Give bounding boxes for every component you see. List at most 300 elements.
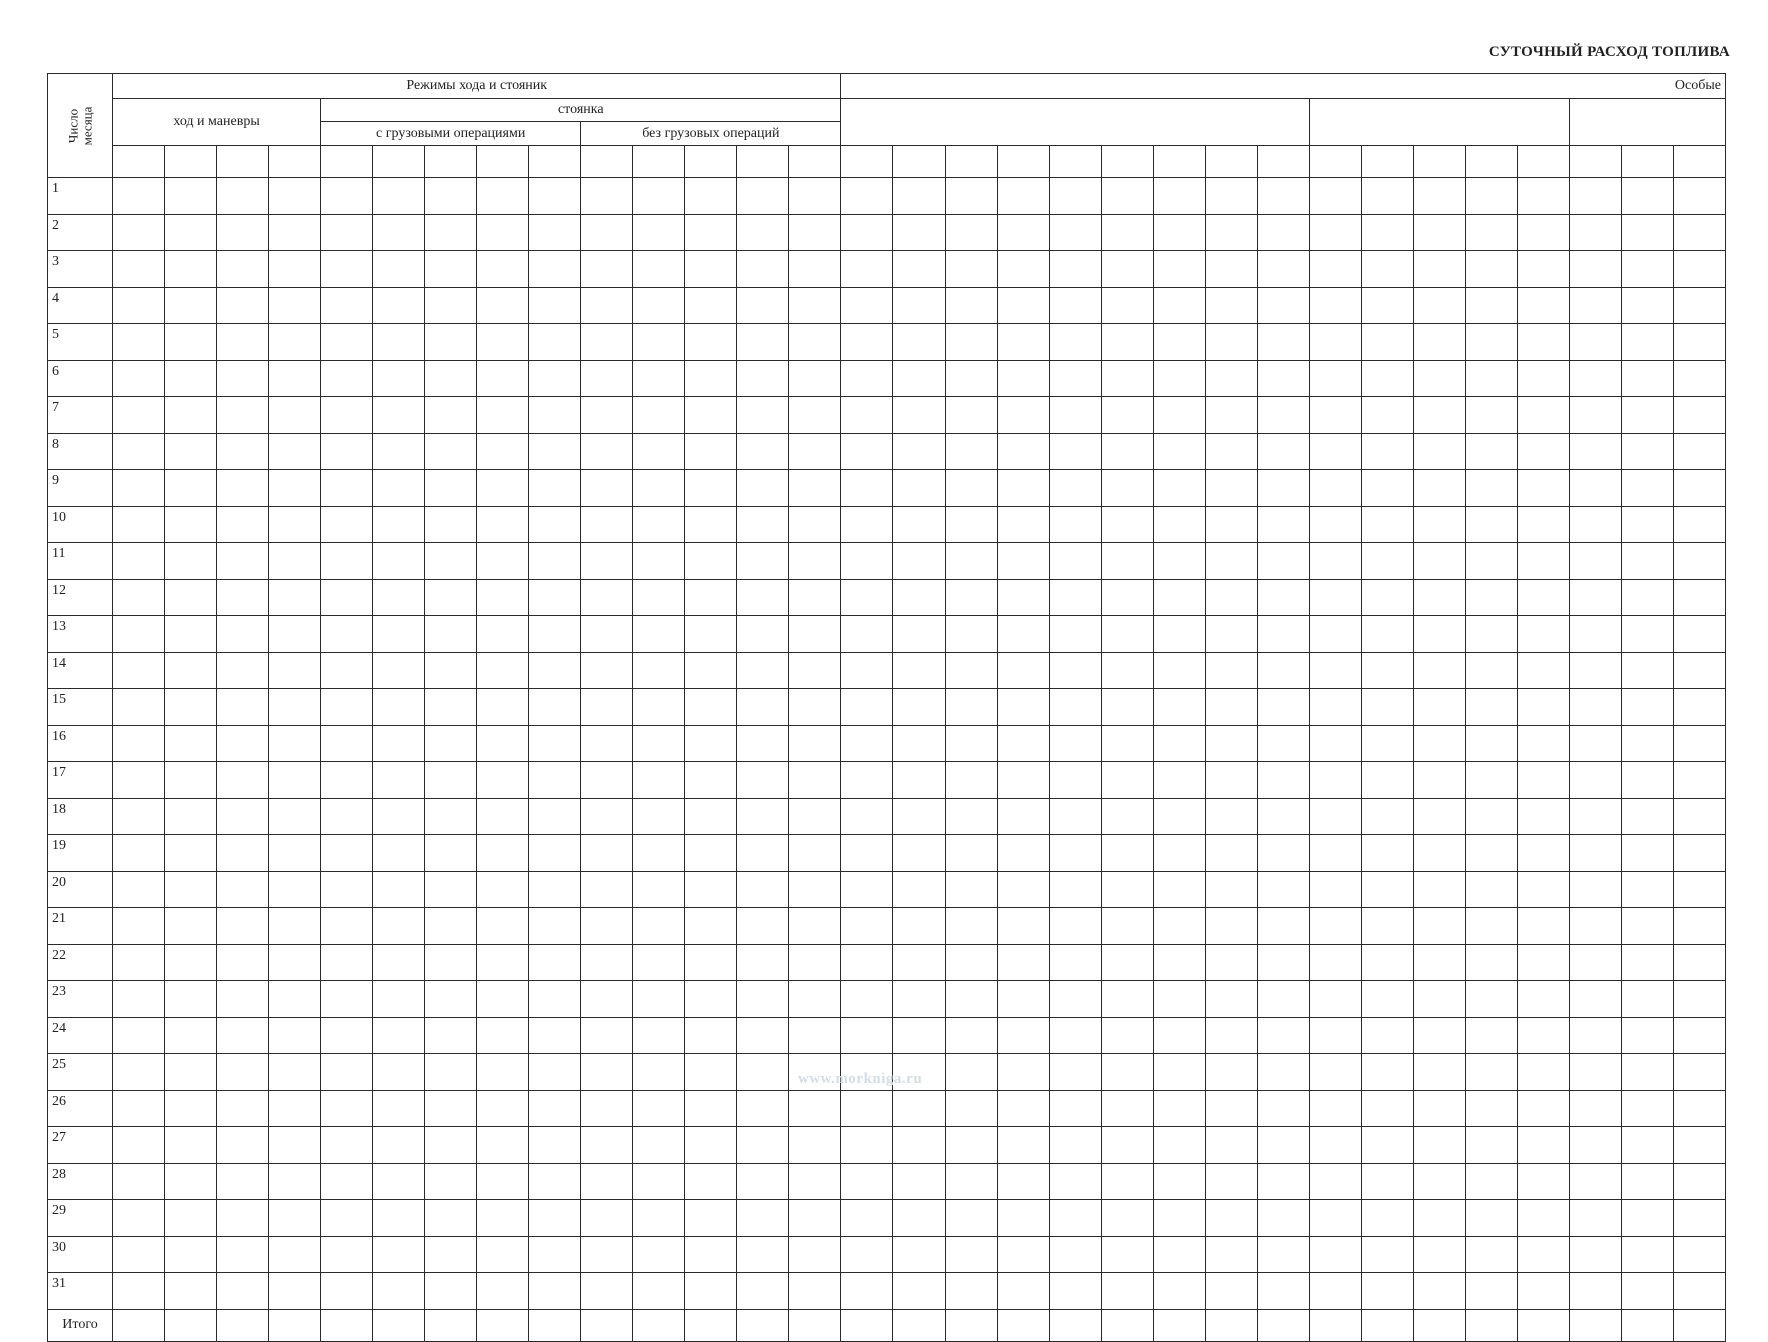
entry-cell[interactable] <box>321 835 373 872</box>
entry-cell[interactable] <box>1257 725 1309 762</box>
entry-cell[interactable] <box>789 1200 841 1237</box>
entry-cell[interactable] <box>269 433 321 470</box>
entry-cell[interactable] <box>1569 1127 1621 1164</box>
entry-cell[interactable] <box>529 981 581 1018</box>
entry-cell[interactable] <box>477 1017 529 1054</box>
entry-cell[interactable] <box>1569 1090 1621 1127</box>
entry-cell[interactable] <box>1361 762 1413 799</box>
entry-cell[interactable] <box>997 1163 1049 1200</box>
entry-cell[interactable] <box>633 178 685 215</box>
entry-cell[interactable] <box>633 324 685 361</box>
entry-cell[interactable] <box>1153 178 1205 215</box>
entry-cell[interactable] <box>321 287 373 324</box>
entry-cell[interactable] <box>477 652 529 689</box>
entry-cell[interactable] <box>685 178 737 215</box>
entry-cell[interactable] <box>321 1054 373 1091</box>
entry-cell[interactable] <box>1569 762 1621 799</box>
entry-cell[interactable] <box>945 1090 997 1127</box>
entry-cell[interactable] <box>425 762 477 799</box>
total-cell[interactable] <box>997 1309 1049 1342</box>
entry-cell[interactable] <box>529 798 581 835</box>
entry-cell[interactable] <box>1621 214 1673 251</box>
entry-cell[interactable] <box>1621 1090 1673 1127</box>
entry-cell[interactable] <box>945 506 997 543</box>
entry-cell[interactable] <box>1257 397 1309 434</box>
entry-cell[interactable] <box>217 1200 269 1237</box>
entry-cell[interactable] <box>1517 981 1569 1018</box>
entry-cell[interactable] <box>1465 871 1517 908</box>
entry-cell[interactable] <box>217 506 269 543</box>
entry-cell[interactable] <box>945 1273 997 1310</box>
entry-cell[interactable] <box>373 871 425 908</box>
entry-cell[interactable] <box>685 579 737 616</box>
entry-cell[interactable] <box>1413 944 1465 981</box>
entry-cell[interactable] <box>945 251 997 288</box>
entry-cell[interactable] <box>425 725 477 762</box>
entry-cell[interactable] <box>737 1017 789 1054</box>
entry-cell[interactable] <box>997 1273 1049 1310</box>
entry-cell[interactable] <box>1413 433 1465 470</box>
entry-cell[interactable] <box>1673 251 1725 288</box>
entry-cell[interactable] <box>165 214 217 251</box>
entry-cell[interactable] <box>581 178 633 215</box>
entry-cell[interactable] <box>425 1127 477 1164</box>
entry-cell[interactable] <box>1309 652 1361 689</box>
entry-cell[interactable] <box>217 725 269 762</box>
entry-cell[interactable] <box>1049 360 1101 397</box>
entry-cell[interactable] <box>113 178 165 215</box>
entry-cell[interactable] <box>737 798 789 835</box>
entry-cell[interactable] <box>165 579 217 616</box>
entry-cell[interactable] <box>1101 433 1153 470</box>
entry-cell[interactable] <box>373 506 425 543</box>
entry-cell[interactable] <box>945 1200 997 1237</box>
entry-cell[interactable] <box>217 1163 269 1200</box>
entry-cell[interactable] <box>1517 944 1569 981</box>
entry-cell[interactable] <box>841 543 893 580</box>
entry-cell[interactable] <box>1153 579 1205 616</box>
entry-cell[interactable] <box>945 762 997 799</box>
entry-cell[interactable] <box>633 1163 685 1200</box>
entry-cell[interactable] <box>789 725 841 762</box>
entry-cell[interactable] <box>477 1127 529 1164</box>
entry-cell[interactable] <box>165 798 217 835</box>
entry-cell[interactable] <box>477 908 529 945</box>
entry-cell[interactable] <box>529 433 581 470</box>
entry-cell[interactable] <box>997 1090 1049 1127</box>
total-cell[interactable] <box>1673 1309 1725 1342</box>
entry-cell[interactable] <box>1517 616 1569 653</box>
entry-cell[interactable] <box>1569 908 1621 945</box>
entry-cell[interactable] <box>1413 214 1465 251</box>
entry-cell[interactable] <box>841 1273 893 1310</box>
entry-cell[interactable] <box>165 1017 217 1054</box>
entry-cell[interactable] <box>1205 251 1257 288</box>
entry-cell[interactable] <box>945 616 997 653</box>
entry-cell[interactable] <box>1517 908 1569 945</box>
entry-cell[interactable] <box>1049 287 1101 324</box>
entry-cell[interactable] <box>165 287 217 324</box>
entry-cell[interactable] <box>685 324 737 361</box>
entry-cell[interactable] <box>1413 1236 1465 1273</box>
entry-cell[interactable] <box>1517 214 1569 251</box>
entry-cell[interactable] <box>893 1163 945 1200</box>
entry-cell[interactable] <box>789 908 841 945</box>
entry-cell[interactable] <box>1465 1127 1517 1164</box>
entry-cell[interactable] <box>529 1090 581 1127</box>
total-cell[interactable] <box>1257 1309 1309 1342</box>
entry-cell[interactable] <box>165 470 217 507</box>
entry-cell[interactable] <box>373 835 425 872</box>
entry-cell[interactable] <box>113 616 165 653</box>
entry-cell[interactable] <box>685 543 737 580</box>
entry-cell[interactable] <box>1517 1273 1569 1310</box>
entry-cell[interactable] <box>217 470 269 507</box>
entry-cell[interactable] <box>373 287 425 324</box>
entry-cell[interactable] <box>841 725 893 762</box>
entry-cell[interactable] <box>1361 981 1413 1018</box>
entry-cell[interactable] <box>1153 251 1205 288</box>
entry-cell[interactable] <box>737 1090 789 1127</box>
entry-cell[interactable] <box>529 397 581 434</box>
entry-cell[interactable] <box>1517 1200 1569 1237</box>
entry-cell[interactable] <box>269 397 321 434</box>
entry-cell[interactable] <box>425 1090 477 1127</box>
entry-cell[interactable] <box>269 652 321 689</box>
entry-cell[interactable] <box>1153 871 1205 908</box>
entry-cell[interactable] <box>633 1090 685 1127</box>
entry-cell[interactable] <box>1049 324 1101 361</box>
entry-cell[interactable] <box>113 360 165 397</box>
entry-cell[interactable] <box>841 1127 893 1164</box>
entry-cell[interactable] <box>737 835 789 872</box>
entry-cell[interactable] <box>425 1200 477 1237</box>
entry-cell[interactable] <box>217 1017 269 1054</box>
entry-cell[interactable] <box>945 579 997 616</box>
entry-cell[interactable] <box>997 652 1049 689</box>
entry-cell[interactable] <box>165 178 217 215</box>
total-cell[interactable] <box>945 1309 997 1342</box>
entry-cell[interactable] <box>373 324 425 361</box>
entry-cell[interactable] <box>529 178 581 215</box>
entry-cell[interactable] <box>1205 908 1257 945</box>
entry-cell[interactable] <box>1101 287 1153 324</box>
entry-cell[interactable] <box>269 908 321 945</box>
entry-cell[interactable] <box>893 616 945 653</box>
entry-cell[interactable] <box>581 944 633 981</box>
entry-cell[interactable] <box>269 360 321 397</box>
entry-cell[interactable] <box>1049 798 1101 835</box>
entry-cell[interactable] <box>477 178 529 215</box>
entry-cell[interactable] <box>373 251 425 288</box>
entry-cell[interactable] <box>529 1127 581 1164</box>
entry-cell[interactable] <box>633 360 685 397</box>
entry-cell[interactable] <box>945 214 997 251</box>
entry-cell[interactable] <box>1101 908 1153 945</box>
entry-cell[interactable] <box>1517 470 1569 507</box>
entry-cell[interactable] <box>1569 287 1621 324</box>
entry-cell[interactable] <box>1153 543 1205 580</box>
entry-cell[interactable] <box>217 1236 269 1273</box>
entry-cell[interactable] <box>945 981 997 1018</box>
entry-cell[interactable] <box>1465 616 1517 653</box>
entry-cell[interactable] <box>425 652 477 689</box>
entry-cell[interactable] <box>1517 835 1569 872</box>
entry-cell[interactable] <box>633 579 685 616</box>
entry-cell[interactable] <box>269 1200 321 1237</box>
entry-cell[interactable] <box>165 1054 217 1091</box>
entry-cell[interactable] <box>1621 1273 1673 1310</box>
entry-cell[interactable] <box>1101 506 1153 543</box>
entry-cell[interactable] <box>1309 835 1361 872</box>
entry-cell[interactable] <box>529 652 581 689</box>
entry-cell[interactable] <box>477 287 529 324</box>
entry-cell[interactable] <box>165 944 217 981</box>
entry-cell[interactable] <box>1517 871 1569 908</box>
entry-cell[interactable] <box>737 725 789 762</box>
entry-cell[interactable] <box>1413 1127 1465 1164</box>
entry-cell[interactable] <box>1465 1236 1517 1273</box>
entry-cell[interactable] <box>1309 1127 1361 1164</box>
entry-cell[interactable] <box>425 397 477 434</box>
entry-cell[interactable] <box>1049 506 1101 543</box>
entry-cell[interactable] <box>321 470 373 507</box>
entry-cell[interactable] <box>1621 1054 1673 1091</box>
entry-cell[interactable] <box>945 835 997 872</box>
entry-cell[interactable] <box>269 470 321 507</box>
entry-cell[interactable] <box>945 1163 997 1200</box>
entry-cell[interactable] <box>1257 1054 1309 1091</box>
entry-cell[interactable] <box>1569 214 1621 251</box>
entry-cell[interactable] <box>1465 251 1517 288</box>
entry-cell[interactable] <box>217 287 269 324</box>
entry-cell[interactable] <box>789 762 841 799</box>
entry-cell[interactable] <box>321 871 373 908</box>
entry-cell[interactable] <box>1257 251 1309 288</box>
entry-cell[interactable] <box>529 835 581 872</box>
entry-cell[interactable] <box>269 689 321 726</box>
entry-cell[interactable] <box>633 835 685 872</box>
entry-cell[interactable] <box>1205 798 1257 835</box>
entry-cell[interactable] <box>581 725 633 762</box>
entry-cell[interactable] <box>893 579 945 616</box>
entry-cell[interactable] <box>685 652 737 689</box>
entry-cell[interactable] <box>1569 944 1621 981</box>
entry-cell[interactable] <box>1413 360 1465 397</box>
entry-cell[interactable] <box>113 506 165 543</box>
entry-cell[interactable] <box>789 324 841 361</box>
entry-cell[interactable] <box>1361 360 1413 397</box>
entry-cell[interactable] <box>1205 1054 1257 1091</box>
entry-cell[interactable] <box>425 506 477 543</box>
entry-cell[interactable] <box>1621 324 1673 361</box>
entry-cell[interactable] <box>1517 506 1569 543</box>
entry-cell[interactable] <box>997 579 1049 616</box>
entry-cell[interactable] <box>113 543 165 580</box>
entry-cell[interactable] <box>321 178 373 215</box>
entry-cell[interactable] <box>633 1273 685 1310</box>
entry-cell[interactable] <box>1205 1127 1257 1164</box>
entry-cell[interactable] <box>1153 324 1205 361</box>
entry-cell[interactable] <box>217 324 269 361</box>
entry-cell[interactable] <box>477 1054 529 1091</box>
entry-cell[interactable] <box>1621 762 1673 799</box>
entry-cell[interactable] <box>1049 652 1101 689</box>
entry-cell[interactable] <box>1361 689 1413 726</box>
entry-cell[interactable] <box>373 1273 425 1310</box>
entry-cell[interactable] <box>113 1017 165 1054</box>
entry-cell[interactable] <box>893 214 945 251</box>
entry-cell[interactable] <box>685 871 737 908</box>
entry-cell[interactable] <box>1413 287 1465 324</box>
entry-cell[interactable] <box>1049 871 1101 908</box>
entry-cell[interactable] <box>893 1017 945 1054</box>
entry-cell[interactable] <box>1257 506 1309 543</box>
entry-cell[interactable] <box>737 1127 789 1164</box>
entry-cell[interactable] <box>1049 1090 1101 1127</box>
entry-cell[interactable] <box>1673 324 1725 361</box>
entry-cell[interactable] <box>1153 725 1205 762</box>
entry-cell[interactable] <box>1049 1273 1101 1310</box>
entry-cell[interactable] <box>425 835 477 872</box>
entry-cell[interactable] <box>633 543 685 580</box>
entry-cell[interactable] <box>1569 798 1621 835</box>
entry-cell[interactable] <box>1621 287 1673 324</box>
entry-cell[interactable] <box>685 1200 737 1237</box>
entry-cell[interactable] <box>685 433 737 470</box>
entry-cell[interactable] <box>1101 798 1153 835</box>
entry-cell[interactable] <box>1205 214 1257 251</box>
entry-cell[interactable] <box>945 397 997 434</box>
entry-cell[interactable] <box>217 214 269 251</box>
entry-cell[interactable] <box>425 470 477 507</box>
entry-cell[interactable] <box>1257 178 1309 215</box>
entry-cell[interactable] <box>893 871 945 908</box>
entry-cell[interactable] <box>893 543 945 580</box>
entry-cell[interactable] <box>945 543 997 580</box>
entry-cell[interactable] <box>1413 397 1465 434</box>
entry-cell[interactable] <box>1361 324 1413 361</box>
entry-cell[interactable] <box>581 543 633 580</box>
entry-cell[interactable] <box>789 944 841 981</box>
entry-cell[interactable] <box>269 251 321 288</box>
entry-cell[interactable] <box>841 835 893 872</box>
entry-cell[interactable] <box>1153 360 1205 397</box>
entry-cell[interactable] <box>1049 725 1101 762</box>
entry-cell[interactable] <box>685 725 737 762</box>
total-cell[interactable] <box>529 1309 581 1342</box>
entry-cell[interactable] <box>425 616 477 653</box>
entry-cell[interactable] <box>425 287 477 324</box>
entry-cell[interactable] <box>1309 1273 1361 1310</box>
entry-cell[interactable] <box>945 178 997 215</box>
entry-cell[interactable] <box>789 360 841 397</box>
total-cell[interactable] <box>1569 1309 1621 1342</box>
entry-cell[interactable] <box>841 1200 893 1237</box>
entry-cell[interactable] <box>893 324 945 361</box>
entry-cell[interactable] <box>1465 1017 1517 1054</box>
entry-cell[interactable] <box>997 178 1049 215</box>
entry-cell[interactable] <box>477 433 529 470</box>
entry-cell[interactable] <box>1569 324 1621 361</box>
entry-cell[interactable] <box>321 1200 373 1237</box>
entry-cell[interactable] <box>1361 871 1413 908</box>
entry-cell[interactable] <box>1569 835 1621 872</box>
entry-cell[interactable] <box>893 652 945 689</box>
entry-cell[interactable] <box>789 178 841 215</box>
entry-cell[interactable] <box>1673 287 1725 324</box>
entry-cell[interactable] <box>373 944 425 981</box>
entry-cell[interactable] <box>1569 1236 1621 1273</box>
entry-cell[interactable] <box>841 178 893 215</box>
entry-cell[interactable] <box>1361 908 1413 945</box>
entry-cell[interactable] <box>685 1017 737 1054</box>
entry-cell[interactable] <box>997 433 1049 470</box>
entry-cell[interactable] <box>217 908 269 945</box>
entry-cell[interactable] <box>789 981 841 1018</box>
entry-cell[interactable] <box>893 1236 945 1273</box>
entry-cell[interactable] <box>529 1200 581 1237</box>
entry-cell[interactable] <box>1049 908 1101 945</box>
entry-cell[interactable] <box>1205 579 1257 616</box>
entry-cell[interactable] <box>1413 1054 1465 1091</box>
entry-cell[interactable] <box>373 652 425 689</box>
entry-cell[interactable] <box>217 433 269 470</box>
entry-cell[interactable] <box>529 287 581 324</box>
entry-cell[interactable] <box>997 470 1049 507</box>
entry-cell[interactable] <box>425 178 477 215</box>
entry-cell[interactable] <box>1413 1200 1465 1237</box>
entry-cell[interactable] <box>581 397 633 434</box>
entry-cell[interactable] <box>945 798 997 835</box>
entry-cell[interactable] <box>113 1163 165 1200</box>
entry-cell[interactable] <box>1673 1236 1725 1273</box>
entry-cell[interactable] <box>685 1163 737 1200</box>
entry-cell[interactable] <box>529 470 581 507</box>
entry-cell[interactable] <box>1205 944 1257 981</box>
entry-cell[interactable] <box>1361 725 1413 762</box>
entry-cell[interactable] <box>1465 1163 1517 1200</box>
entry-cell[interactable] <box>477 616 529 653</box>
entry-cell[interactable] <box>269 981 321 1018</box>
entry-cell[interactable] <box>113 652 165 689</box>
entry-cell[interactable] <box>789 1090 841 1127</box>
entry-cell[interactable] <box>1205 470 1257 507</box>
entry-cell[interactable] <box>1413 178 1465 215</box>
entry-cell[interactable] <box>1673 579 1725 616</box>
entry-cell[interactable] <box>1309 762 1361 799</box>
entry-cell[interactable] <box>425 324 477 361</box>
entry-cell[interactable] <box>997 1200 1049 1237</box>
entry-cell[interactable] <box>113 798 165 835</box>
entry-cell[interactable] <box>217 1273 269 1310</box>
entry-cell[interactable] <box>1621 1236 1673 1273</box>
entry-cell[interactable] <box>581 251 633 288</box>
entry-cell[interactable] <box>1309 470 1361 507</box>
entry-cell[interactable] <box>737 1054 789 1091</box>
entry-cell[interactable] <box>997 908 1049 945</box>
entry-cell[interactable] <box>1205 652 1257 689</box>
entry-cell[interactable] <box>893 506 945 543</box>
entry-cell[interactable] <box>165 616 217 653</box>
entry-cell[interactable] <box>1361 506 1413 543</box>
entry-cell[interactable] <box>1569 616 1621 653</box>
entry-cell[interactable] <box>1621 725 1673 762</box>
entry-cell[interactable] <box>1413 616 1465 653</box>
entry-cell[interactable] <box>945 287 997 324</box>
entry-cell[interactable] <box>1257 470 1309 507</box>
total-cell[interactable] <box>1101 1309 1153 1342</box>
